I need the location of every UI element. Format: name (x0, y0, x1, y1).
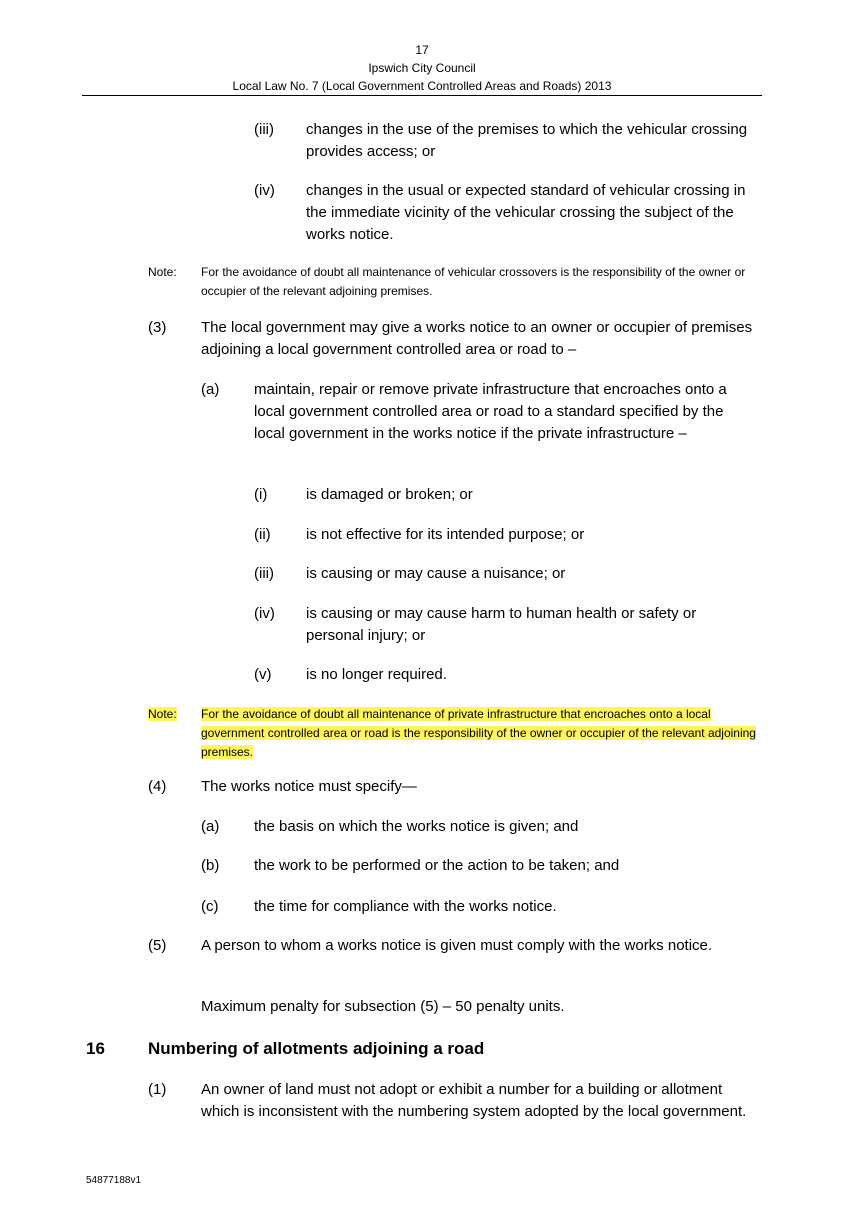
para-4a-label: (a) (201, 818, 220, 835)
subpara-ii-text: is not effective for its intended purpose; or (306, 526, 585, 543)
subpara-ii-label: (ii) (254, 526, 271, 543)
document-id: 54877188v1 (86, 1175, 142, 1186)
para-3a-label: (a) (201, 381, 220, 398)
subsection-4-text: The works notice must specify— (201, 778, 417, 795)
para-4a-text: the basis on which the works notice is given; and (254, 818, 579, 835)
para-4c-text: the time for compliance with the works notice. (254, 898, 557, 915)
section-title: Numbering of allotments adjoining a road (148, 1039, 485, 1058)
para-4b-text: the work to be performed or the action to be taken; and (254, 857, 620, 874)
note-2-text: For the avoidance of doubt all maintenance of private infrastructure that encroaches onto a local government controlled area or road is the responsibility of the owner or occupier of the relevant adjoining premises. (201, 707, 756, 759)
note-1-text: For the avoidance of doubt all maintenance of vehicular crossovers is the responsibility of the owner or occupier of the relevant adjoining premises. (201, 265, 746, 298)
note-1-label: Note: (148, 265, 177, 279)
subpara-iii-label: (iii) (254, 565, 274, 582)
item-iv-text: changes in the usual or expected standard of vehicular crossing in the immediate vicinity of the vehicular crossing the subject of the works notice. (306, 182, 746, 243)
subpara-iii-text: is causing or may cause a nuisance; or (306, 565, 566, 582)
para-4c-label: (c) (201, 898, 219, 915)
item-iii-text: changes in the use of the premises to which the vehicular crossing provides access; or (306, 121, 748, 160)
penalty-text: Maximum penalty for subsection (5) – 50 penalty units. (201, 998, 565, 1015)
section16-subsection-1-text: An owner of land must not adopt or exhibit a number for a building or allotment which is inconsistent with the numbering system adopted by the local government. (201, 1081, 747, 1120)
council-name: Ipswich City Council (368, 61, 476, 75)
item-iii-label: (iii) (254, 121, 274, 138)
subpara-i-text: is damaged or broken; or (306, 486, 473, 503)
para-3a-text: maintain, repair or remove private infrastructure that encroaches onto a local government controlled area or road to a standard specified by the local government in the works notice if the private infrastructure – (254, 381, 727, 442)
section-number: 16 (86, 1039, 105, 1058)
subsection-3-text: The local government may give a works notice to an owner or occupier of premises adjoining a local government controlled area or road to – (201, 319, 753, 358)
header-rule (82, 95, 762, 96)
item-iv-label: (iv) (254, 182, 275, 199)
page-number: 17 (415, 43, 429, 57)
note-2-label: Note: (148, 707, 177, 721)
subsection-5-label: (5) (148, 937, 167, 954)
subpara-i-label: (i) (254, 486, 268, 503)
subsection-3-label: (3) (148, 319, 167, 336)
subpara-iv-label: (iv) (254, 605, 275, 622)
subsection-4-label: (4) (148, 778, 167, 795)
subpara-v-text: is no longer required. (306, 666, 447, 683)
section16-subsection-1-label: (1) (148, 1081, 167, 1098)
subpara-v-label: (v) (254, 666, 272, 683)
subpara-iv-text: is causing or may cause harm to human health or safety or personal injury; or (306, 605, 697, 644)
law-title: Local Law No. 7 (Local Government Controlled Areas and Roads) 2013 (232, 79, 612, 93)
subsection-5-text: A person to whom a works notice is given must comply with the works notice. (201, 937, 713, 954)
para-4b-label: (b) (201, 857, 220, 874)
